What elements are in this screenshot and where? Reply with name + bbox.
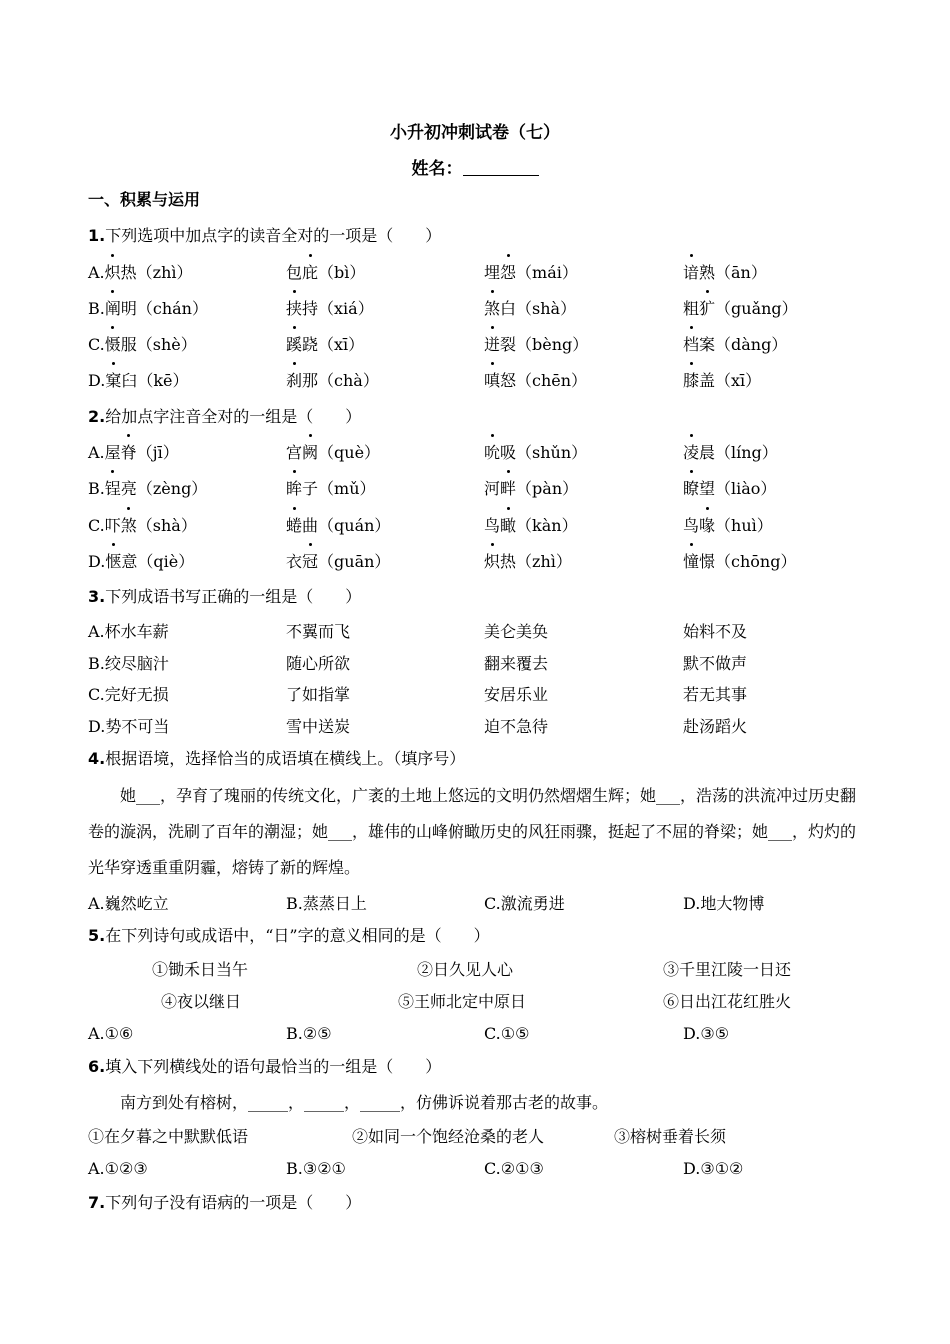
option-d: D.地大物博 bbox=[683, 894, 765, 913]
option-row bbox=[0, 548, 950, 576]
option-cell: 迸裂（bèng） bbox=[484, 331, 588, 359]
dotted-character: 窠 bbox=[105, 367, 121, 395]
name-field bbox=[0, 154, 950, 179]
dotted-character: 锃 bbox=[105, 475, 121, 503]
dotted-character: 阙 bbox=[302, 439, 318, 467]
option-cell: 了如指掌 bbox=[286, 685, 351, 704]
question-6-sentence: 南方到处有榕树，_____，_____，_____，仿佛诉说着那古老的故事。 bbox=[120, 1093, 609, 1112]
option-cell: 赴汤蹈火 bbox=[683, 716, 748, 736]
option-cell: 衣冠（guān） bbox=[286, 548, 390, 576]
option-cell: D.惬意（qiè） bbox=[88, 548, 194, 576]
dotted-character: 蹊 bbox=[286, 331, 302, 359]
option-cell: 嗔怒（chēn） bbox=[484, 367, 587, 395]
option-a: A.①⑥ bbox=[88, 1024, 134, 1043]
option-cell: 凌晨（líng） bbox=[683, 439, 778, 467]
option-cell: B.锃亮（zèng） bbox=[88, 475, 207, 503]
question-1-stem: 1.下列选项中加点字的读音全对的一项是（ ） bbox=[88, 226, 442, 245]
question-3-stem: 3.下列成语书写正确的一组是（ ） bbox=[88, 587, 362, 606]
dotted-character: 炽 bbox=[484, 548, 500, 576]
dotted-character: 挟 bbox=[286, 295, 302, 323]
option-a: A.巍然屹立 bbox=[88, 894, 169, 913]
dotted-character: 畔 bbox=[500, 475, 516, 503]
question-2-stem: 2.给加点字注音全对的一组是（ ） bbox=[88, 407, 362, 426]
question-5-options bbox=[0, 1020, 950, 1048]
option-cell: 蜷曲（quán） bbox=[286, 512, 390, 540]
option-cell: 膝盖（xī） bbox=[683, 367, 761, 395]
option-row bbox=[0, 259, 950, 287]
option-cell: 鸟喙（huì） bbox=[683, 512, 773, 540]
option-cell: 挟持（xiá） bbox=[286, 295, 374, 323]
name-label: 姓名： bbox=[411, 159, 463, 179]
option-b: B.③②① bbox=[286, 1159, 346, 1178]
option-cell: 刹那（chà） bbox=[286, 367, 379, 395]
option-cell: D.势不可当 bbox=[88, 716, 170, 736]
question-5-stem: 5.在下列诗句或成语中，“日”字的意义相同的是（ ） bbox=[88, 926, 490, 945]
question-6-options bbox=[0, 1155, 950, 1183]
option-d: D.③①② bbox=[683, 1159, 744, 1178]
dotted-character: 冠 bbox=[302, 548, 318, 576]
question-5-items-row1 bbox=[0, 956, 950, 984]
dotted-character: 吮 bbox=[484, 439, 500, 467]
dotted-character: 瞭 bbox=[683, 475, 699, 503]
dotted-character: 憧 bbox=[683, 548, 699, 576]
page-title: 小升初冲刺试卷（七） bbox=[390, 123, 560, 143]
option-cell: 瞭望（liào） bbox=[683, 475, 776, 503]
dotted-character: 刹 bbox=[286, 367, 302, 395]
list-item: ⑤王师北定中原日 bbox=[398, 992, 527, 1011]
question-6-sentence-line bbox=[0, 1089, 950, 1117]
option-cell: 谙熟（ān） bbox=[683, 259, 767, 287]
question-4-passage: 她___，孕育了瑰丽的传统文化，广袤的土地上悠远的文明仍然熠熠生辉；她___，浩荡的洪流冲过历史翻卷的漩涡，洗刷了百年的潮湿；她___，雄伟的山峰俯瞰历史的风狂雨骤，挺起了不屈的脊梁；她___，灼灼的光华穿透重重阴霾，熔铸了新的辉煌。 bbox=[88, 786, 857, 877]
dotted-character: 煞 bbox=[484, 295, 500, 323]
dotted-character: 眸 bbox=[286, 475, 302, 503]
option-cell: 美仑美奂 bbox=[484, 622, 549, 641]
dotted-character: 犷 bbox=[699, 295, 715, 323]
dotted-character: 凌 bbox=[683, 439, 699, 467]
option-row bbox=[0, 650, 950, 678]
option-cell: 默不做声 bbox=[683, 653, 748, 673]
dotted-character: 慑 bbox=[105, 331, 121, 359]
dotted-character: 怨 bbox=[500, 259, 516, 287]
option-cell: A.杯水车薪 bbox=[88, 622, 169, 641]
dotted-character: 惬 bbox=[105, 548, 121, 576]
option-cell: 若无其事 bbox=[683, 685, 748, 704]
option-c: C.①⑤ bbox=[484, 1024, 530, 1043]
option-row bbox=[0, 713, 950, 741]
option-cell: 翻来覆去 bbox=[484, 653, 549, 673]
option-cell: D.窠臼（kē） bbox=[88, 367, 189, 395]
option-cell: B.绞尽脑汁 bbox=[88, 653, 169, 673]
option-cell: 随心所欲 bbox=[286, 653, 351, 673]
dotted-character: 阐 bbox=[105, 295, 121, 323]
dotted-character: 喙 bbox=[699, 512, 715, 540]
option-cell: A.屋脊（jī） bbox=[88, 439, 179, 467]
option-cell: 宫阙（què） bbox=[286, 439, 380, 467]
option-row bbox=[0, 681, 950, 709]
name-blank[interactable] bbox=[463, 157, 539, 176]
question-6-items bbox=[0, 1123, 950, 1151]
dotted-character: 脊 bbox=[121, 439, 137, 467]
option-c: C.②①③ bbox=[484, 1159, 544, 1178]
option-row bbox=[0, 439, 950, 467]
dotted-character: 炽 bbox=[105, 259, 121, 287]
option-cell: C.吓煞（shà） bbox=[88, 512, 197, 540]
dotted-character: 庇 bbox=[302, 259, 318, 287]
dotted-character: 谙 bbox=[683, 259, 699, 287]
option-row bbox=[0, 512, 950, 540]
question-7-stem: 7.下列句子没有语病的一项是（ ） bbox=[88, 1193, 362, 1212]
option-b: B.蒸蒸日上 bbox=[286, 894, 367, 913]
option-cell: 粗犷（guǎng） bbox=[683, 295, 798, 323]
option-c: C.激流勇进 bbox=[484, 894, 565, 913]
option-row bbox=[0, 295, 950, 323]
list-item: ①在夕暮之中默默低语 bbox=[88, 1127, 249, 1146]
option-cell: 煞白（shà） bbox=[484, 295, 576, 323]
option-row bbox=[0, 367, 950, 395]
option-cell: C.慑服（shè） bbox=[88, 331, 197, 359]
list-item: ④夜以继日 bbox=[161, 992, 242, 1011]
list-item: ②如同一个饱经沧桑的老人 bbox=[352, 1127, 545, 1146]
option-cell: 档案（dàng） bbox=[683, 331, 787, 359]
dotted-character: 瞰 bbox=[500, 512, 516, 540]
dotted-character: 嗔 bbox=[484, 367, 500, 395]
option-cell: 炽热（zhì） bbox=[484, 548, 572, 576]
dotted-character: 档 bbox=[683, 331, 699, 359]
option-cell: 始料不及 bbox=[683, 622, 748, 641]
option-cell: 眸子（mǔ） bbox=[286, 475, 376, 503]
option-cell: 憧憬（chōng） bbox=[683, 548, 796, 576]
option-cell: 包庇（bì） bbox=[286, 259, 365, 287]
list-item: ②日久见人心 bbox=[417, 960, 514, 979]
dotted-character: 煞 bbox=[121, 512, 137, 540]
dotted-character: 迸 bbox=[484, 331, 500, 359]
option-cell: 不翼而飞 bbox=[286, 622, 351, 641]
option-row bbox=[0, 475, 950, 503]
list-item: ③榕树垂着长须 bbox=[614, 1127, 727, 1146]
dotted-character: 膝 bbox=[683, 367, 699, 395]
option-cell: 鸟瞰（kàn） bbox=[484, 512, 578, 540]
question-4-options bbox=[0, 890, 950, 918]
option-cell: 吮吸（shǔn） bbox=[484, 439, 587, 467]
option-cell: B.阐明（chán） bbox=[88, 295, 208, 323]
option-cell: 蹊跷（xī） bbox=[286, 331, 364, 359]
question-4-stem: 4.根据语境，选择恰当的成语填在横线上。（填序号） bbox=[88, 749, 466, 768]
question-5-items-row2 bbox=[0, 988, 950, 1016]
option-a: A.①②③ bbox=[88, 1159, 148, 1178]
option-d: D.③⑤ bbox=[683, 1024, 730, 1043]
list-item: ③千里江陵一日还 bbox=[663, 960, 792, 979]
option-cell: 雪中送炭 bbox=[286, 716, 351, 736]
option-b: B.②⑤ bbox=[286, 1024, 332, 1043]
list-item: ①锄禾日当午 bbox=[152, 960, 249, 979]
option-cell: 安居乐业 bbox=[484, 685, 549, 704]
option-row bbox=[0, 331, 950, 359]
section-heading: 一、积累与运用 bbox=[88, 190, 201, 209]
option-cell: 迫不急待 bbox=[484, 716, 549, 736]
question-6-stem: 6.填入下列横线处的语句最恰当的一组是（ ） bbox=[88, 1057, 442, 1076]
list-item: ⑥日出江花红胜火 bbox=[663, 992, 792, 1011]
option-cell: A.炽热（zhì） bbox=[88, 259, 193, 287]
option-row bbox=[0, 618, 950, 646]
dotted-character: 蜷 bbox=[286, 512, 302, 540]
option-cell: C.完好无损 bbox=[88, 685, 169, 704]
option-cell: 埋怨（mái） bbox=[484, 259, 578, 287]
option-cell: 河畔（pàn） bbox=[484, 475, 578, 503]
